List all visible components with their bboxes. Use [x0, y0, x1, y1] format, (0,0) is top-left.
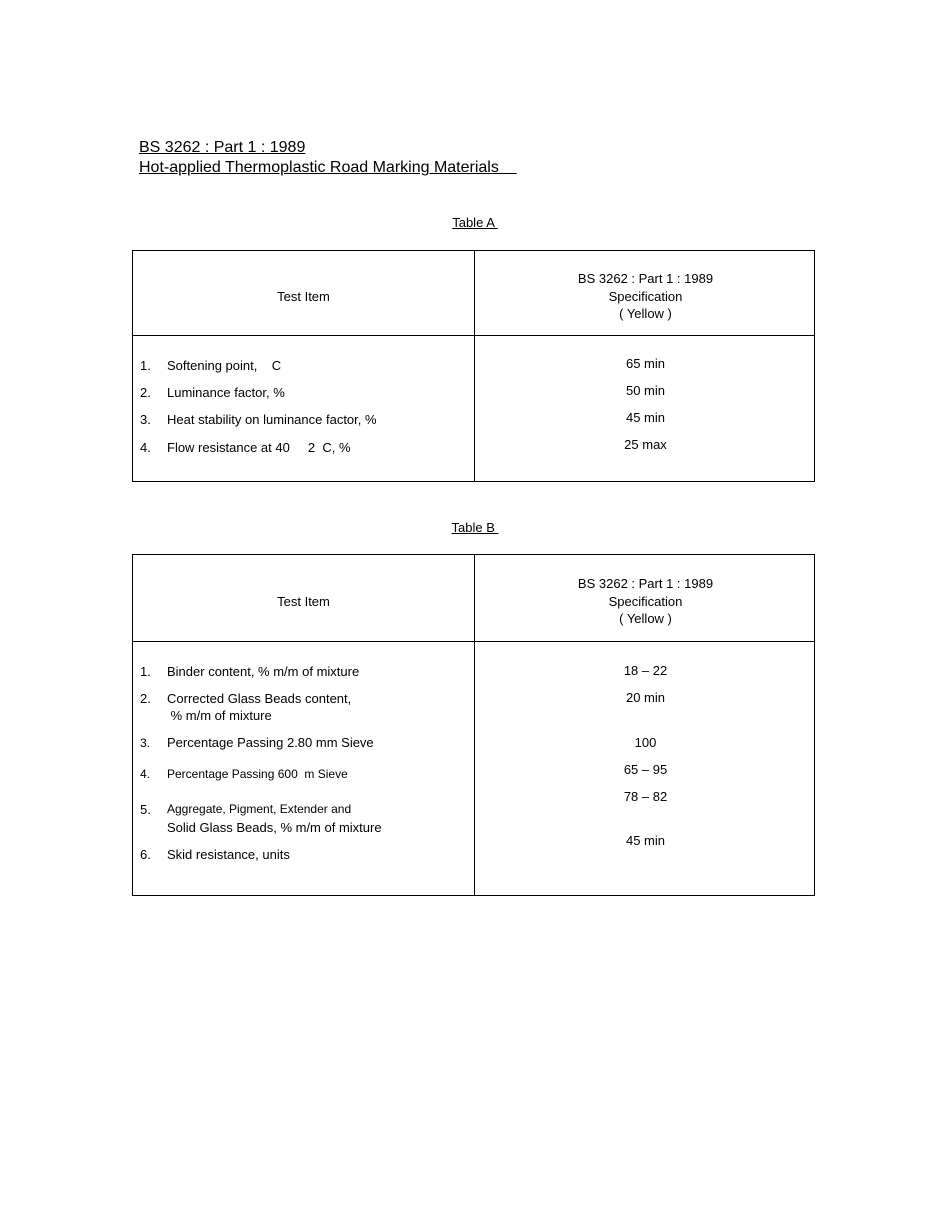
row-test-item: Heat stability on luminance factor, %: [167, 412, 377, 427]
table-b-header-divider: [133, 641, 814, 642]
row-test-item: Softening point, C: [167, 358, 282, 373]
table-a: [132, 250, 815, 482]
row-number: 2.: [140, 385, 151, 400]
table-a-header-test-item: Test Item: [277, 289, 330, 304]
row-test-item: Flow resistance at 40 2 C, %: [167, 440, 351, 455]
row-spec-value: 20 min: [625, 690, 666, 705]
row-number: 2.: [140, 691, 151, 706]
row-number: 1.: [140, 358, 151, 373]
row-number: 3.: [140, 412, 151, 427]
row-spec-value: 18 – 22: [623, 663, 668, 678]
row-test-item: Aggregate, Pigment, Extender and: [167, 802, 352, 816]
row-number: 4.: [140, 440, 151, 455]
row-spec-value: 100: [634, 735, 657, 750]
table-b: [132, 554, 815, 896]
document-title-line-2: Hot-applied Thermoplastic Road Marking Materials: [139, 159, 517, 176]
row-test-item-continued: % m/m of mixture: [167, 708, 272, 723]
row-number: 5.: [140, 802, 151, 817]
table-b-header-spec-line: ( Yellow ): [619, 611, 672, 626]
table-b-header-spec-line: BS 3262 : Part 1 : 1989: [577, 576, 714, 591]
row-test-item: Percentage Passing 600 m Sieve: [167, 767, 348, 781]
document-title-line-1: BS 3262 : Part 1 : 1989: [139, 139, 306, 156]
row-spec-value: 65 – 95: [623, 762, 668, 777]
row-number: 6.: [140, 847, 151, 862]
row-spec-value: 78 – 82: [623, 789, 668, 804]
row-spec-value: 45 min: [625, 410, 666, 425]
table-b-header-spec: [475, 575, 816, 628]
row-test-item: Binder content, % m/m of mixture: [167, 664, 360, 679]
row-number: 4.: [140, 767, 151, 781]
table-b-header-test-item: Test Item: [277, 594, 330, 609]
row-test-item-continued: Solid Glass Beads, % m/m of mixture: [167, 820, 382, 835]
row-test-item: Percentage Passing 2.80 mm Sieve: [167, 735, 374, 750]
table-a-header-spec-line: ( Yellow ): [619, 306, 672, 321]
row-spec-value: 25 max: [624, 437, 667, 452]
row-test-item: Corrected Glass Beads content,: [167, 691, 352, 706]
row-number: 3.: [140, 736, 151, 750]
table-a-header-spec: [475, 270, 816, 323]
row-test-item: Luminance factor, %: [167, 385, 285, 400]
row-spec-value: 65 min: [625, 356, 666, 371]
table-a-caption: Table A: [452, 215, 498, 230]
table-a-header-spec-line: BS 3262 : Part 1 : 1989: [577, 271, 714, 286]
table-a-header-divider: [133, 335, 814, 336]
table-a-header-spec-line: Specification: [608, 288, 683, 304]
row-spec-value: 45 min: [625, 833, 666, 848]
table-b-header-spec-line: Specification: [608, 593, 683, 609]
row-test-item: Skid resistance, units: [167, 847, 290, 862]
row-spec-value: 50 min: [625, 383, 666, 398]
row-number: 1.: [140, 664, 151, 679]
table-b-caption: Table B: [451, 520, 499, 535]
